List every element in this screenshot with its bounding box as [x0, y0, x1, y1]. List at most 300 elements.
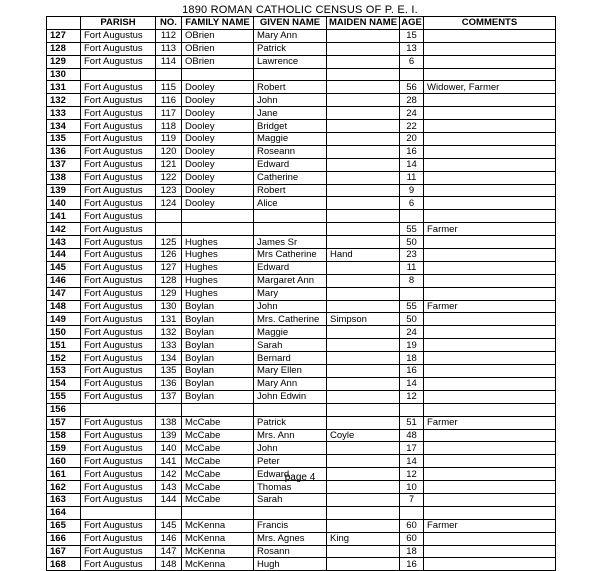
parish-cell: Fort Augustus: [81, 442, 156, 455]
parish-cell: Fort Augustus: [81, 94, 156, 107]
comments-cell: [424, 68, 556, 81]
age-cell: 51: [400, 416, 424, 429]
age-cell: 10: [400, 481, 424, 494]
no-cell: 146: [156, 532, 182, 545]
row-number-cell: 161: [47, 468, 81, 481]
row-number-cell: 131: [47, 81, 81, 94]
family-name-cell: Dooley: [182, 184, 254, 197]
family-name-cell: McCabe: [182, 429, 254, 442]
comments-cell: [424, 249, 556, 262]
no-cell: 112: [156, 29, 182, 42]
family-name-cell: OBrien: [182, 29, 254, 42]
maiden-name-cell: [327, 416, 400, 429]
maiden-name-cell: [327, 120, 400, 133]
table-row: [47, 300, 556, 313]
header-maiden-name: MAIDEN NAME: [327, 17, 400, 30]
comments-cell: [424, 313, 556, 326]
table-row: [47, 107, 556, 120]
age-cell: 24: [400, 326, 424, 339]
parish-cell: Fort Augustus: [81, 236, 156, 249]
header-comments: COMMENTS: [424, 17, 556, 30]
age-cell: 24: [400, 107, 424, 120]
age-cell: 60: [400, 519, 424, 532]
comments-cell: [424, 506, 556, 519]
age-cell: 12: [400, 390, 424, 403]
table-row: [47, 429, 556, 442]
given-name-cell: John Edwin: [254, 390, 327, 403]
given-name-cell: John: [254, 94, 327, 107]
given-name-cell: Patrick: [254, 416, 327, 429]
age-cell: 8: [400, 274, 424, 287]
age-cell: 55: [400, 223, 424, 236]
header-parish: PARISH: [81, 17, 156, 30]
maiden-name-cell: [327, 29, 400, 42]
family-name-cell: Hughes: [182, 287, 254, 300]
row-number-cell: 130: [47, 68, 81, 81]
table-row: [47, 223, 556, 236]
parish-cell: Fort Augustus: [81, 519, 156, 532]
comments-cell: [424, 42, 556, 55]
no-cell: 148: [156, 558, 182, 571]
family-name-cell: Boylan: [182, 390, 254, 403]
age-cell: 16: [400, 558, 424, 571]
page-number: page 4: [284, 472, 316, 483]
age-cell: 50: [400, 313, 424, 326]
row-number-cell: 165: [47, 519, 81, 532]
maiden-name-cell: [327, 184, 400, 197]
comments-cell: [424, 377, 556, 390]
comments-cell: [424, 455, 556, 468]
age-cell: 16: [400, 145, 424, 158]
given-name-cell: Edward: [254, 261, 327, 274]
row-number-cell: 128: [47, 42, 81, 55]
given-name-cell: Mary: [254, 287, 327, 300]
family-name-cell: OBrien: [182, 42, 254, 55]
table-row: [47, 249, 556, 262]
header-row-number: [47, 17, 81, 30]
no-cell: 139: [156, 429, 182, 442]
maiden-name-cell: [327, 365, 400, 378]
age-cell: 6: [400, 197, 424, 210]
family-name-cell: McKenna: [182, 519, 254, 532]
maiden-name-cell: [327, 403, 400, 416]
given-name-cell: Patrick: [254, 42, 327, 55]
no-cell: [156, 210, 182, 223]
given-name-cell: Mrs Catherine: [254, 249, 327, 262]
parish-cell: Fort Augustus: [81, 313, 156, 326]
maiden-name-cell: [327, 274, 400, 287]
row-number-cell: 144: [47, 249, 81, 262]
row-number-cell: 140: [47, 197, 81, 210]
row-number-cell: 142: [47, 223, 81, 236]
family-name-cell: Dooley: [182, 171, 254, 184]
age-cell: 14: [400, 158, 424, 171]
comments-cell: [424, 145, 556, 158]
maiden-name-cell: [327, 68, 400, 81]
given-name-cell: Lawrence: [254, 55, 327, 68]
family-name-cell: Boylan: [182, 300, 254, 313]
given-name-cell: John: [254, 300, 327, 313]
age-cell: 48: [400, 429, 424, 442]
age-cell: 60: [400, 532, 424, 545]
comments-cell: [424, 107, 556, 120]
parish-cell: Fort Augustus: [81, 287, 156, 300]
given-name-cell: Peter: [254, 455, 327, 468]
row-number-cell: 167: [47, 545, 81, 558]
no-cell: [156, 68, 182, 81]
age-cell: 17: [400, 442, 424, 455]
age-cell: 23: [400, 249, 424, 262]
maiden-name-cell: [327, 210, 400, 223]
row-number-cell: 133: [47, 107, 81, 120]
row-number-cell: 164: [47, 506, 81, 519]
comments-cell: [424, 94, 556, 107]
no-cell: 143: [156, 481, 182, 494]
comments-cell: [424, 390, 556, 403]
no-cell: 119: [156, 133, 182, 146]
given-name-cell: Bernard: [254, 352, 327, 365]
maiden-name-cell: [327, 133, 400, 146]
parish-cell: Fort Augustus: [81, 197, 156, 210]
parish-cell: Fort Augustus: [81, 29, 156, 42]
age-cell: 9: [400, 184, 424, 197]
row-number-cell: 168: [47, 558, 81, 571]
no-cell: 136: [156, 377, 182, 390]
comments-cell: [424, 532, 556, 545]
no-cell: 121: [156, 158, 182, 171]
header-no: NO.: [156, 17, 182, 30]
comments-cell: [424, 403, 556, 416]
comments-cell: [424, 558, 556, 571]
row-number-cell: 153: [47, 365, 81, 378]
table-row: [47, 133, 556, 146]
parish-cell: Fort Augustus: [81, 493, 156, 506]
row-number-cell: 147: [47, 287, 81, 300]
no-cell: 147: [156, 545, 182, 558]
parish-cell: Fort Augustus: [81, 261, 156, 274]
table-row: [47, 42, 556, 55]
table-row: [47, 416, 556, 429]
table-row: [47, 287, 556, 300]
comments-cell: [424, 493, 556, 506]
comments-cell: Widower, Farmer: [424, 81, 556, 94]
age-cell: 13: [400, 42, 424, 55]
age-cell: [400, 210, 424, 223]
family-name-cell: [182, 68, 254, 81]
row-number-cell: 148: [47, 300, 81, 313]
given-name-cell: Maggie: [254, 326, 327, 339]
given-name-cell: Mrs. Agnes: [254, 532, 327, 545]
parish-cell: Fort Augustus: [81, 558, 156, 571]
comments-cell: [424, 429, 556, 442]
comments-cell: [424, 352, 556, 365]
maiden-name-cell: [327, 377, 400, 390]
maiden-name-cell: [327, 287, 400, 300]
parish-cell: Fort Augustus: [81, 223, 156, 236]
age-cell: 11: [400, 261, 424, 274]
comments-cell: [424, 210, 556, 223]
maiden-name-cell: [327, 261, 400, 274]
comments-cell: [424, 133, 556, 146]
family-name-cell: Hughes: [182, 249, 254, 262]
table-row: [47, 506, 556, 519]
parish-cell: Fort Augustus: [81, 171, 156, 184]
age-cell: 20: [400, 133, 424, 146]
given-name-cell: Francis: [254, 519, 327, 532]
maiden-name-cell: [327, 519, 400, 532]
no-cell: 124: [156, 197, 182, 210]
age-cell: [400, 506, 424, 519]
census-table: [46, 16, 556, 571]
comments-cell: [424, 120, 556, 133]
no-cell: 130: [156, 300, 182, 313]
family-name-cell: Dooley: [182, 133, 254, 146]
age-cell: 22: [400, 120, 424, 133]
family-name-cell: Dooley: [182, 197, 254, 210]
family-name-cell: McCabe: [182, 455, 254, 468]
family-name-cell: McCabe: [182, 468, 254, 481]
document-title: 1890 ROMAN CATHOLIC CENSUS OF P. E. I.: [182, 4, 418, 16]
table-row: [47, 403, 556, 416]
parish-cell: Fort Augustus: [81, 455, 156, 468]
maiden-name-cell: Simpson: [327, 313, 400, 326]
parish-cell: Fort Augustus: [81, 210, 156, 223]
table-row: [47, 339, 556, 352]
comments-cell: Farmer: [424, 300, 556, 313]
maiden-name-cell: [327, 455, 400, 468]
no-cell: 118: [156, 120, 182, 133]
comments-cell: [424, 339, 556, 352]
maiden-name-cell: [327, 158, 400, 171]
maiden-name-cell: [327, 493, 400, 506]
no-cell: 127: [156, 261, 182, 274]
given-name-cell: James Sr: [254, 236, 327, 249]
family-name-cell: [182, 223, 254, 236]
row-number-cell: 150: [47, 326, 81, 339]
no-cell: [156, 506, 182, 519]
table-row: [47, 68, 556, 81]
no-cell: 134: [156, 352, 182, 365]
age-cell: 14: [400, 377, 424, 390]
given-name-cell: Alice: [254, 197, 327, 210]
given-name-cell: John: [254, 442, 327, 455]
given-name-cell: Margaret Ann: [254, 274, 327, 287]
given-name-cell: Hugh: [254, 558, 327, 571]
row-number-cell: 157: [47, 416, 81, 429]
family-name-cell: McCabe: [182, 493, 254, 506]
table-row: [47, 171, 556, 184]
no-cell: 116: [156, 94, 182, 107]
maiden-name-cell: [327, 390, 400, 403]
family-name-cell: Dooley: [182, 120, 254, 133]
no-cell: 144: [156, 493, 182, 506]
parish-cell: Fort Augustus: [81, 42, 156, 55]
table-row: [47, 532, 556, 545]
row-number-cell: 160: [47, 455, 81, 468]
row-number-cell: 143: [47, 236, 81, 249]
comments-cell: [424, 55, 556, 68]
no-cell: 128: [156, 274, 182, 287]
comments-cell: [424, 184, 556, 197]
no-cell: 114: [156, 55, 182, 68]
comments-cell: [424, 261, 556, 274]
parish-cell: Fort Augustus: [81, 326, 156, 339]
family-name-cell: [182, 403, 254, 416]
parish-cell: Fort Augustus: [81, 120, 156, 133]
given-name-cell: Jane: [254, 107, 327, 120]
given-name-cell: Mary Ann: [254, 377, 327, 390]
header-family-name: FAMILY NAME: [182, 17, 254, 30]
parish-cell: Fort Augustus: [81, 532, 156, 545]
given-name-cell: Sarah: [254, 493, 327, 506]
row-number-cell: 151: [47, 339, 81, 352]
parish-cell: Fort Augustus: [81, 133, 156, 146]
comments-cell: [424, 326, 556, 339]
comments-cell: [424, 197, 556, 210]
no-cell: 117: [156, 107, 182, 120]
family-name-cell: Dooley: [182, 158, 254, 171]
row-number-cell: 137: [47, 158, 81, 171]
family-name-cell: McCabe: [182, 442, 254, 455]
no-cell: 122: [156, 171, 182, 184]
age-cell: [400, 403, 424, 416]
table-row: [47, 545, 556, 558]
given-name-cell: Rosann: [254, 545, 327, 558]
no-cell: [156, 223, 182, 236]
maiden-name-cell: [327, 145, 400, 158]
family-name-cell: Hughes: [182, 261, 254, 274]
no-cell: 140: [156, 442, 182, 455]
table-row: [47, 261, 556, 274]
parish-cell: [81, 68, 156, 81]
no-cell: 129: [156, 287, 182, 300]
row-number-cell: 134: [47, 120, 81, 133]
parish-cell: Fort Augustus: [81, 339, 156, 352]
row-number-cell: 156: [47, 403, 81, 416]
age-cell: 12: [400, 468, 424, 481]
parish-cell: Fort Augustus: [81, 416, 156, 429]
table-row: [47, 493, 556, 506]
family-name-cell: Dooley: [182, 81, 254, 94]
table-row: [47, 352, 556, 365]
row-number-cell: 141: [47, 210, 81, 223]
given-name-cell: Catherine: [254, 171, 327, 184]
age-cell: 28: [400, 94, 424, 107]
table-row: [47, 158, 556, 171]
row-number-cell: 163: [47, 493, 81, 506]
maiden-name-cell: [327, 223, 400, 236]
header-given-name: GIVEN NAME: [254, 17, 327, 30]
given-name-cell: Edward: [254, 468, 327, 481]
family-name-cell: [182, 210, 254, 223]
no-cell: [156, 403, 182, 416]
table-row: [47, 558, 556, 571]
comments-cell: [424, 171, 556, 184]
row-number-cell: 162: [47, 481, 81, 494]
no-cell: 135: [156, 365, 182, 378]
family-name-cell: Boylan: [182, 352, 254, 365]
table-row: [47, 81, 556, 94]
table-row: [47, 55, 556, 68]
maiden-name-cell: [327, 506, 400, 519]
header-row: [47, 17, 556, 30]
comments-cell: [424, 545, 556, 558]
table-row: [47, 390, 556, 403]
comments-cell: [424, 236, 556, 249]
family-name-cell: Hughes: [182, 236, 254, 249]
given-name-cell: Bridget: [254, 120, 327, 133]
table-row: [47, 377, 556, 390]
maiden-name-cell: [327, 42, 400, 55]
row-number-cell: 139: [47, 184, 81, 197]
parish-cell: [81, 506, 156, 519]
maiden-name-cell: [327, 107, 400, 120]
maiden-name-cell: [327, 442, 400, 455]
given-name-cell: Mrs. Ann: [254, 429, 327, 442]
row-number-cell: 146: [47, 274, 81, 287]
table-row: [47, 197, 556, 210]
row-number-cell: 136: [47, 145, 81, 158]
given-name-cell: Mary Ellen: [254, 365, 327, 378]
row-number-cell: 138: [47, 171, 81, 184]
maiden-name-cell: Hand: [327, 249, 400, 262]
maiden-name-cell: [327, 55, 400, 68]
table-row: [47, 120, 556, 133]
parish-cell: Fort Augustus: [81, 429, 156, 442]
age-cell: 6: [400, 55, 424, 68]
row-number-cell: 152: [47, 352, 81, 365]
family-name-cell: McCabe: [182, 416, 254, 429]
age-cell: 14: [400, 455, 424, 468]
maiden-name-cell: Coyle: [327, 429, 400, 442]
family-name-cell: McKenna: [182, 558, 254, 571]
table-row: [47, 236, 556, 249]
comments-cell: [424, 158, 556, 171]
comments-cell: [424, 29, 556, 42]
maiden-name-cell: [327, 300, 400, 313]
family-name-cell: Boylan: [182, 339, 254, 352]
table-row: [47, 519, 556, 532]
row-number-cell: 158: [47, 429, 81, 442]
family-name-cell: Boylan: [182, 365, 254, 378]
comments-cell: [424, 365, 556, 378]
table-row: [47, 184, 556, 197]
no-cell: 125: [156, 236, 182, 249]
given-name-cell: Sarah: [254, 339, 327, 352]
parish-cell: Fort Augustus: [81, 300, 156, 313]
maiden-name-cell: [327, 545, 400, 558]
parish-cell: Fort Augustus: [81, 158, 156, 171]
comments-cell: [424, 287, 556, 300]
age-cell: 18: [400, 545, 424, 558]
given-name-cell: [254, 210, 327, 223]
no-cell: 113: [156, 42, 182, 55]
maiden-name-cell: [327, 352, 400, 365]
age-cell: 7: [400, 493, 424, 506]
parish-cell: Fort Augustus: [81, 55, 156, 68]
maiden-name-cell: [327, 197, 400, 210]
table-row: [47, 326, 556, 339]
age-cell: 55: [400, 300, 424, 313]
row-number-cell: 129: [47, 55, 81, 68]
parish-cell: Fort Augustus: [81, 390, 156, 403]
given-name-cell: [254, 506, 327, 519]
given-name-cell: Robert: [254, 184, 327, 197]
maiden-name-cell: [327, 94, 400, 107]
given-name-cell: Mary Ann: [254, 29, 327, 42]
given-name-cell: Mrs. Catherine: [254, 313, 327, 326]
age-cell: 18: [400, 352, 424, 365]
